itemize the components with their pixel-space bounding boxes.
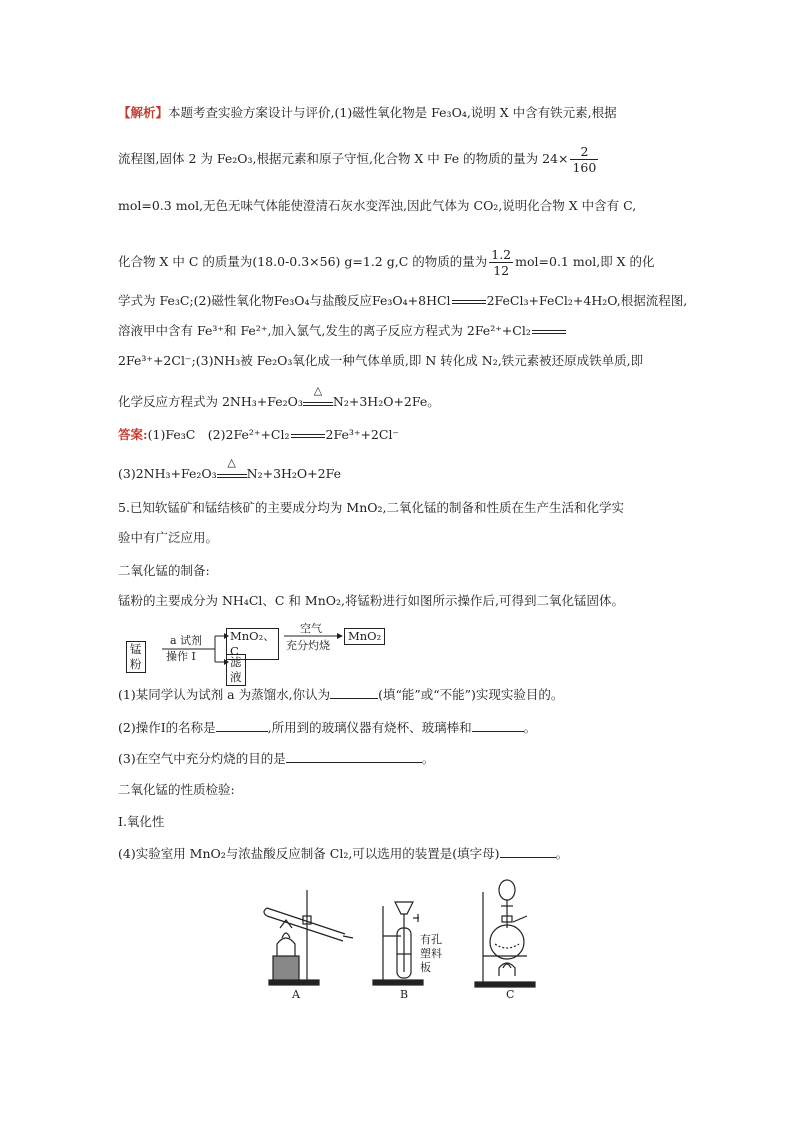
fraction: $\frac{2}{160}$ (572, 144, 597, 175)
analysis-line-2: 流程图,固体 2 为 Fe₂O₃,根据元素和原子守恒,化合物 X 中 Fe 的物质的量为 24× $\frac{2}{160}$ (118, 144, 597, 175)
equals-sign (532, 330, 566, 334)
q5-part-4: (4)实验室用 MnO₂与浓盐酸反应制备 Cl₂,可以选用的装置是(填字母) 。 (118, 846, 569, 861)
analysis-line-7: 2Fe³⁺+2Cl⁻;(3)NH₃被 Fe₂O₃氧化成一种气体单质,即 N 转化成 N₂,铁元素被还原成铁单质,即 (118, 353, 644, 368)
q5-line-1: 5.已知软锰矿和锰结核矿的主要成分均为 MnO₂,二氧化锰的制备和性质在生产生活和化学实 (118, 500, 624, 515)
q5-line-4: 锰粉的主要成分为 NH₄Cl、C 和 MnO₂,将锰粉进行如图所示操作后,可得到二氧化锰固体。 (118, 593, 624, 608)
answer-blank[interactable] (472, 731, 524, 732)
flow-burn-label: 充分灼烧 (286, 639, 330, 652)
analysis-line-3: mol=0.3 mol,无色无味气体能使澄清石灰水变浑浊,因此气体为 CO₂,说明化合物 X 中含有 C, (118, 198, 637, 213)
apparatus-a (264, 890, 353, 985)
q5-part-3: (3)在空气中充分灼烧的目的是 。 (118, 751, 435, 766)
q5-line-3: 二氧化锰的制备: (118, 563, 210, 578)
apparatus-figure (255, 872, 555, 1002)
heat-equals-sign: △ (303, 396, 333, 406)
answer-blank[interactable] (216, 731, 268, 732)
analysis-line-6: 溶液甲中含有 Fe³⁺和 Fe²⁺,加入氯气,发生的离子反应方程式为 2Fe²⁺+Cl₂ (118, 322, 567, 340)
q5-line-2: 验中有广泛应用。 (118, 530, 219, 545)
analysis-tag: 【解析】 (118, 105, 169, 120)
apparatus-b-label: B (400, 988, 409, 1001)
q5-line-6: Ⅰ.氧化性 (118, 814, 165, 829)
flow-operation-label: 操作 Ⅰ (166, 650, 196, 663)
b-note-1: 有孔 (420, 933, 442, 946)
heat-equals-sign: △ (217, 468, 247, 478)
analysis-line-4: 化合物 X 中 C 的质量为(18.0-0.3×56) g=1.2 g,C 的物质的量为 $\frac{1.2}{12}$ mol=0.1 mol,即 X 的化 (118, 247, 655, 278)
q5-part-2: (2)操作Ⅰ的名称是 ,所用到的玻璃仪器有烧杯、玻璃棒和 。 (118, 720, 537, 735)
analysis-line-1: 【解析】本题考查实验方案设计与评价,(1)磁性氧化物是 Fe₃O₄,说明 X 中含有铁元素,根据 (118, 105, 617, 120)
apparatus-c (475, 880, 535, 987)
flow-filtrate-box: 滤液 (226, 654, 246, 686)
flow-arrows (0, 0, 400, 680)
answer-line-1: 答案:(1)Fe₃C (2)2Fe²⁺+Cl₂ 2Fe³⁺+2Cl⁻ (118, 427, 400, 442)
apparatus-b (373, 902, 423, 985)
answer-blank[interactable] (500, 857, 556, 858)
q5-part-1: (1)某同学认为试剂 a 为蒸馏水,你认为 (填“能”或“不能”)实现实验目的。 (118, 687, 564, 702)
flow-air-label: 空气 (300, 622, 322, 635)
fraction: $\frac{1.2}{12}$ (491, 247, 512, 278)
flow-product-box: MnO₂ (344, 628, 385, 645)
q5-line-5: 二氧化锰的性质检验: (118, 782, 235, 797)
analysis-line-5: 学式为 Fe₃C;(2)磁性氧化物Fe₃O₄与盐酸反应Fe₃O₄+8HCl 2FeCl₃+FeCl₂+4H₂O,根据流程图, (118, 293, 688, 308)
answer-line-2: (3)2NH₃+Fe₂O₃ △ N₂+3H₂O+2Fe (118, 456, 341, 481)
answer-blank[interactable] (330, 698, 378, 699)
apparatus-c-label: C (506, 988, 515, 1001)
b-note-2: 塑料 (420, 947, 442, 960)
equals-sign (452, 300, 486, 304)
analysis-line-8: 化学反应方程式为 2NH₃+Fe₂O₃ △ N₂+3H₂O+2Fe。 (118, 384, 440, 409)
apparatus-a-label: A (292, 988, 300, 1001)
flow-solid-box: MnO₂、C (226, 628, 279, 660)
flow-reagent-label: a 试剂 (170, 634, 203, 647)
answer-tag: 答案: (118, 427, 148, 442)
flow-start-box: 锰粉 (126, 641, 146, 673)
answer-blank[interactable] (286, 762, 422, 763)
b-note-3: 板 (420, 961, 431, 974)
